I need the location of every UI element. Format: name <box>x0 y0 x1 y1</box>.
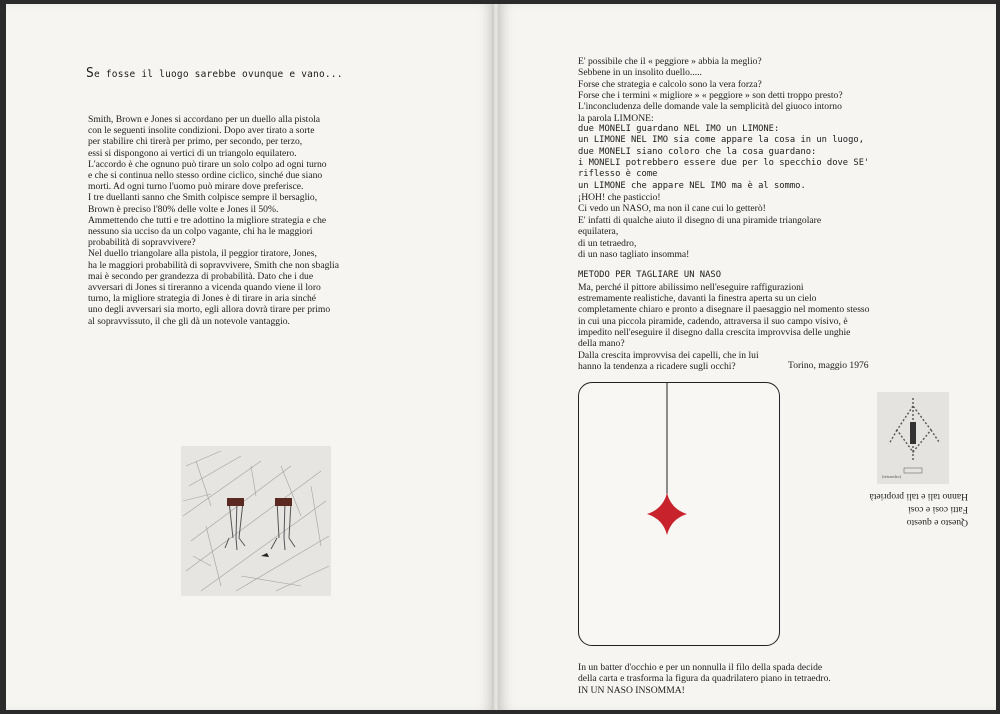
text-line: avversari di Jones si tireranno a vicenda quando viene il loro <box>88 282 321 294</box>
text-line: un LIMONE NEL IMO sia come appare la cosa in un luogo, <box>578 135 864 146</box>
playing-card-diagram <box>578 382 780 646</box>
text-line: Brown è preciso l'80% delle volte e Jones il 50%. <box>88 203 279 215</box>
heading-text: e fosse il luogo sarebbe ovunque e vano... <box>94 69 343 80</box>
text-line: impedito nell'eseguire il disegno dalla crescita improvvisa delle unghie <box>578 326 851 338</box>
text-line: al sopravvissuto, il che gli dà un notevole vantaggio. <box>88 315 290 327</box>
tetrahedron-photo <box>877 392 949 484</box>
text-line: due MONELI guardano NEL IMO un LIMONE: <box>578 124 780 135</box>
section-title: METODO PER TAGLIARE UN NASO <box>578 270 721 281</box>
text-line: completamente chiaro e pronto a disegnare il paesaggio nel momento stesso <box>578 304 870 316</box>
upside-down-note <box>818 490 968 529</box>
text-line: della mano? <box>578 338 625 350</box>
text-line: di un naso tagliato insomma! <box>578 248 690 260</box>
text-line: mai è secondo per grandezza di probabilità. Dato che i due <box>88 270 314 282</box>
text-line: e che si continua nello stesso ordine ciclico, sinché due siano <box>88 170 323 182</box>
text-line: di un tetraedro, <box>578 237 637 249</box>
text-line: Nel duello triangolare alla pistola, il peggior tiratore, Jones, <box>88 248 317 260</box>
left-page <box>6 4 494 710</box>
text-line: della carta e trasforma la figura da quadrilatero piano in tetraedro. <box>578 673 831 685</box>
text-line: turno, la migliore strategia di Jones è di tirare in aria sinché <box>88 293 317 305</box>
text-line: con le seguenti insolite condizioni. Dopo aver tirato a sorte <box>88 125 315 137</box>
left-heading <box>86 66 343 81</box>
signature-date: Torino, maggio 1976 <box>788 360 869 371</box>
text-line: un LIMONE che appare NEL IMO ma è al sommo. <box>578 180 806 191</box>
text-line: la parola LIMONE: <box>578 112 654 124</box>
text-line: ¡HOH! che pasticcio! <box>578 192 661 204</box>
text-line: Forse che i termini « migliore » « peggiore » son detti troppo presto? <box>578 90 843 102</box>
text-line: Ma, perché il pittore abilissimo nell'eseguire raffigurazioni <box>578 281 804 293</box>
text-line: L'inconcludenza delle domande vale la semplicità del giuoco intorno <box>578 101 842 113</box>
text-line: Fatti così e così <box>908 504 968 515</box>
text-line: essi si dispongono ai vertici di un triangolo equilatero. <box>88 147 297 159</box>
text-line: in cui una piccola piramide, cadendo, attraversa il suo campo visivo, è <box>578 315 848 327</box>
text-line: per stabilire chi tirerà per primo, per secondo, per terzo, <box>88 136 303 148</box>
right-page <box>498 4 996 710</box>
text-line: I tre duellanti sanno che Smith colpisce sempre il bersaglio, <box>88 192 318 204</box>
text-line: Ci vedo un NASO, ma non il cane cui lo getterò! <box>578 203 766 215</box>
text-line: Dalla crescita improvvisa dei capelli, che in lui <box>578 349 759 361</box>
right-body-text <box>578 56 916 372</box>
text-line: Ammettendo che tutti e tre adottino la migliore strategia e che <box>88 214 327 226</box>
text-line: due MONELI siano coloro che la cosa guardano: <box>578 146 817 157</box>
text-line: L'accordo è che ognuno può tirare un solo colpo ad ogni turno <box>88 158 327 170</box>
text-line: Hanno tali e tali proprietà <box>869 491 968 502</box>
text-line: E' infatti di qualche aiuto il disegno di una piramide triangolare <box>578 214 822 226</box>
heading-initial: S <box>86 66 95 81</box>
text-line: Sebbene in un insolito duello..... <box>578 67 702 79</box>
text-line: probabilità di sopravvivere? <box>88 237 196 249</box>
text-line: estremamente realistiche, davanti la finestra aperta su un cielo <box>578 292 817 304</box>
text-line: IN UN NASO INSOMMA! <box>578 684 685 696</box>
left-body-text <box>88 114 388 327</box>
photo-caption: (tetraedro) <box>882 474 901 479</box>
text-line: morti. Ad ogni turno l'uomo può mirare dove preferisce. <box>88 181 304 193</box>
bottom-text <box>578 662 918 696</box>
text-line: ha le maggiori probabilità di sopravvivere, Smith che non sbaglia <box>88 259 339 271</box>
text-line: E' possibile che il « peggiore » abbia la meglio? <box>578 56 762 67</box>
text-line: equilatera, <box>578 226 619 238</box>
text-line: i MONELI potrebbero essere due per lo specchio dove SE' riflesso è come <box>578 158 870 180</box>
red-diamond-shape <box>647 493 687 535</box>
text-line: In un batter d'occhio e per un nonnulla il filo della spada decide <box>578 662 823 673</box>
text-line: Forse che strategia e calcolo sono la vera forza? <box>578 78 762 90</box>
text-line: uno degli avversari sia morto, egli allora dovrà tirare per primo <box>88 304 331 316</box>
text-line: hanno la tendenza a ricadere sugli occhi? <box>578 360 736 372</box>
text-line: Questo e questo <box>906 517 968 528</box>
pencil-sketch-illustration <box>181 446 331 596</box>
text-line: nessuno sia ucciso da un colpo vagante, chi ha le maggiori <box>88 226 313 238</box>
text-line: Smith, Brown e Jones si accordano per un duello alla pistola <box>88 114 321 125</box>
